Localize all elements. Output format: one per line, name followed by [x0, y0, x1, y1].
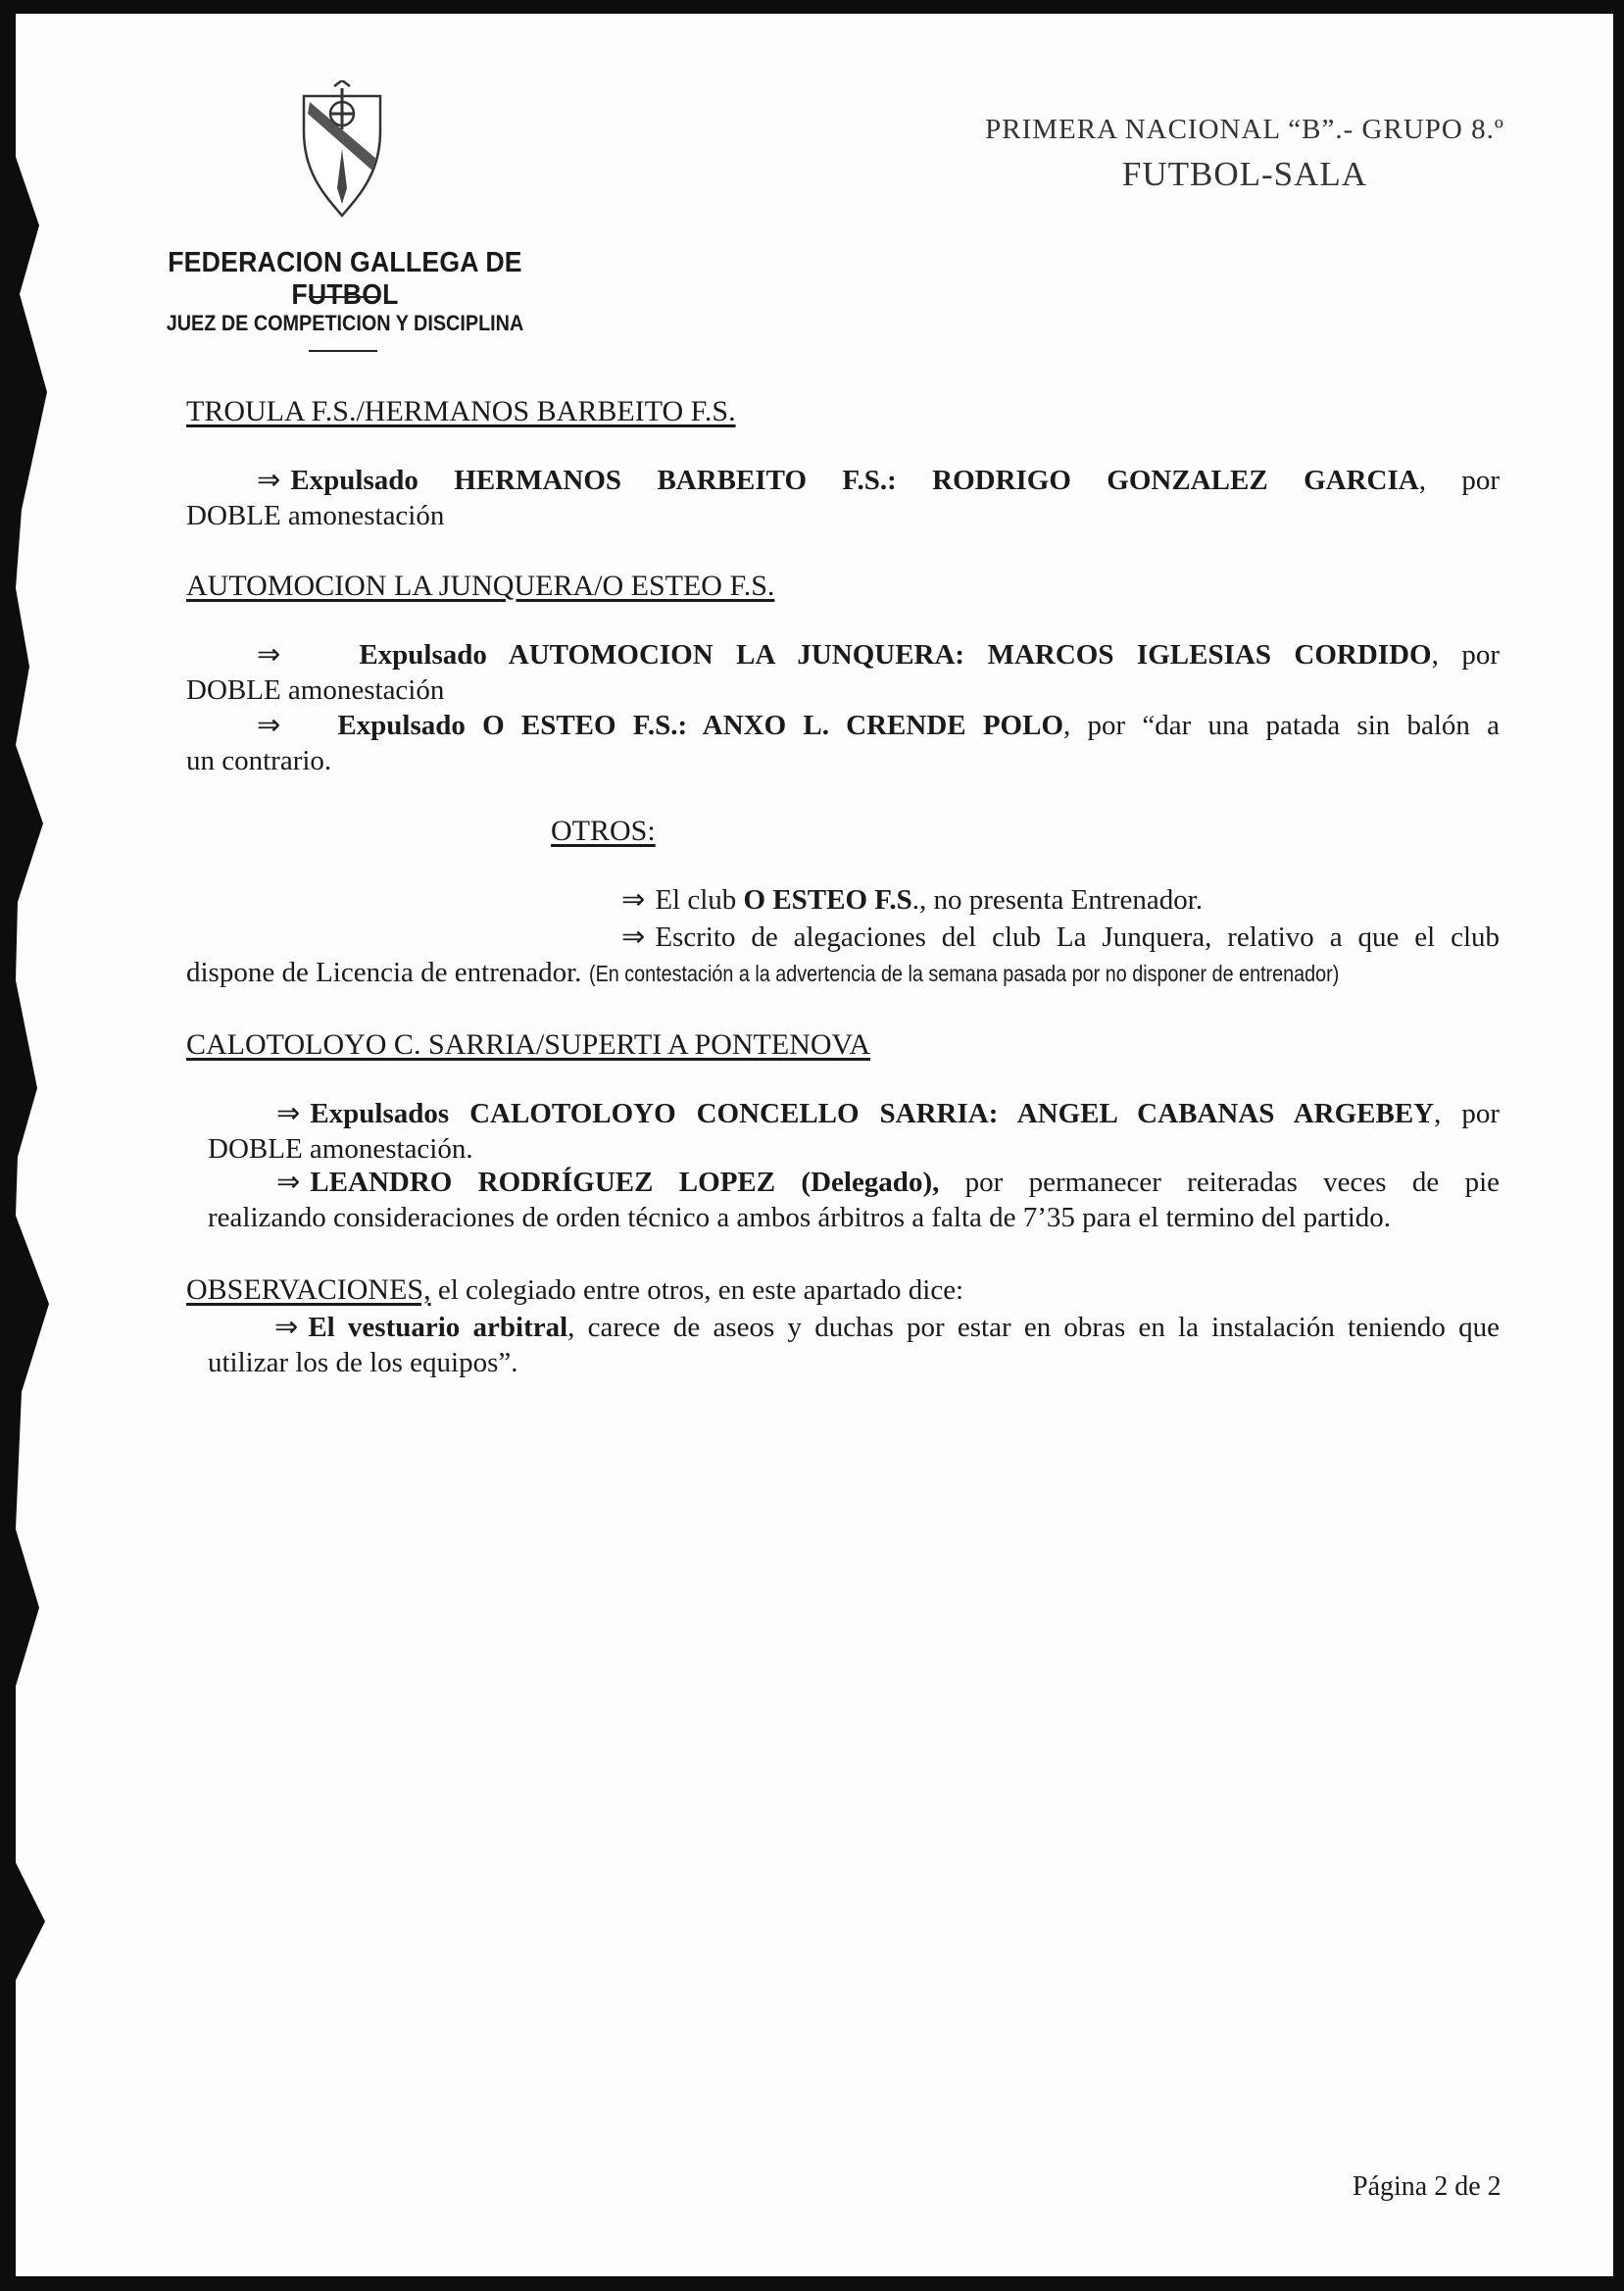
organization-name: FEDERACION GALLEGA DE FUTBOL: [168, 247, 522, 311]
sanction-item: ⇒ Expulsados CALOTOLOYO CONCELLO SARRIA: ANGEL CABANAS ARGEBEY, por DOBLE amonestación.: [208, 1098, 1500, 1165]
observation-item: ⇒ El vestuario arbitral, carece de aseos y duchas por estar en obras en la instalación teniendo que utilizar los de los equipos”.: [208, 1312, 1500, 1378]
competition-title: PRIMERA NACIONAL “B”.- GRUPO 8.º: [985, 114, 1504, 145]
arrow-icon: ⇒: [276, 1167, 301, 1198]
divider: [309, 350, 377, 352]
arrow-icon: ⇒: [621, 884, 646, 916]
arrow-icon: ⇒: [621, 921, 646, 953]
sanction-item: ⇒ Expulsado AUTOMOCION LA JUNQUERA: MARCOS IGLESIAS CORDIDO, por DOBLE amonestación: [186, 639, 1500, 706]
arrow-icon: ⇒: [274, 1312, 299, 1343]
divider: [309, 296, 377, 298]
note-item: ⇒ Escrito de alegaciones del club La Junquera, relativo a que el club dispone de Licencia de entrenador. (En contestación a la advertencia de la semana pasada por no disponer de entrenador): [186, 920, 1500, 991]
federation-crest-icon: [300, 80, 384, 218]
arrow-icon: ⇒: [257, 465, 281, 496]
sanction-item: ⇒ Expulsado O ESTEO F.S.: ANXO L. CRENDE POLO, por “dar una patada sin balón a un contrario.: [186, 710, 1500, 776]
observations-intro: OBSERVACIONES, el colegiado entre otros, en este apartado dice:: [186, 1273, 964, 1306]
sport-title: FUTBOL-SALA: [1121, 155, 1368, 193]
organization-department: JUEZ DE COMPETICION Y DISCIPLINA: [166, 311, 524, 335]
note-parenthetical: (En contestación a la advertencia de la semana pasada por no disponer de entrenador): [588, 961, 1340, 986]
match-heading-3: CALOTOLOYO C. SARRIA/SUPERTI A PONTENOVA: [186, 1028, 870, 1061]
observations-heading: OBSERVACIONES,: [186, 1273, 431, 1306]
arrow-icon: ⇒: [257, 710, 281, 741]
arrow-icon: ⇒: [276, 1098, 301, 1129]
match-heading-1: TROULA F.S./HERMANOS BARBEITO F.S.: [186, 395, 736, 427]
arrow-icon: ⇒: [257, 639, 281, 671]
sanction-item: ⇒ LEANDRO RODRÍGUEZ LOPEZ (Delegado), por permanecer reiteradas veces de pie realizando consideraciones de orden técnico a ambos árbitros a falta de 7’35 para el termino del partido.: [208, 1167, 1501, 1233]
note-item: ⇒ El club O ESTEO F.S., no presenta Entrenador.: [621, 884, 1204, 916]
page-number: Página 2 de 2: [1353, 2171, 1501, 2202]
sanction-item: ⇒ Expulsado HERMANOS BARBEITO F.S.: RODRIGO GONZALEZ GARCIA, por DOBLE amonestación: [186, 465, 1500, 531]
match-heading-2: AUTOMOCION LA JUNQUERA/O ESTEO F.S.: [186, 570, 775, 602]
torn-edge: [0, 0, 69, 2291]
otros-heading: OTROS:: [551, 815, 656, 847]
